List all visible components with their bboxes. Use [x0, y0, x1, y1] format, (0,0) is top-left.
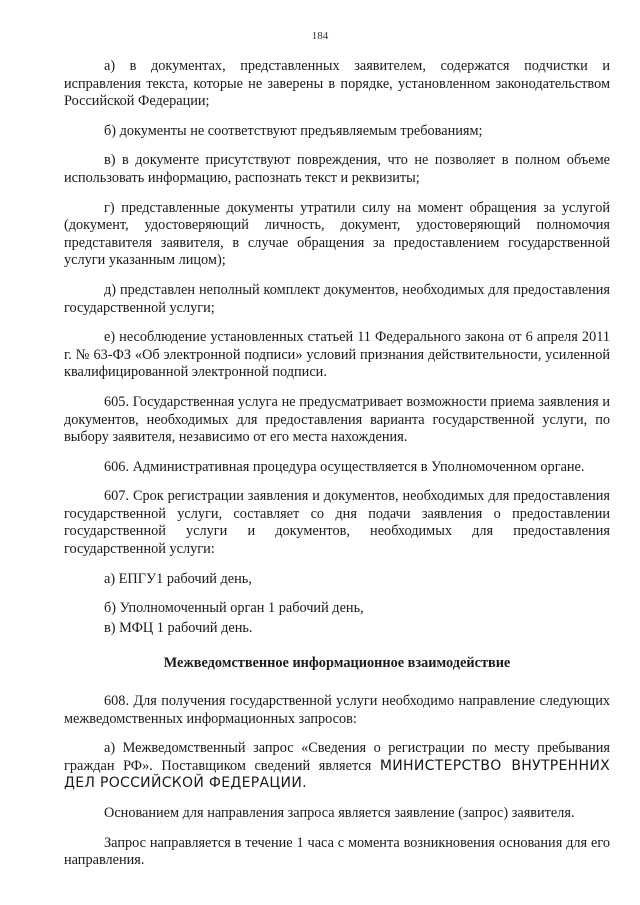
clause-b-requirements: б) документы не соответствуют предъявляемым требованиям;	[104, 122, 483, 139]
term-authorized-body: б) Уполномоченный орган 1 рабочий день,	[104, 600, 364, 617]
clause-g-expired: г) представленные документы утратили силу на момент обращения за услугой (документ, удостоверяющий личность, документ, удостоверяющий полномочия представителя заявителя, в случае обращения за предоставлением государственной услуги указанным лицом);	[64, 199, 610, 269]
data-provider-name: МИНИСТЕРСТВО ВНУТРЕННИХ ДЕЛ РОССИЙСКОЙ ФЕДЕРАЦИИ.	[64, 757, 610, 792]
clause-d-incomplete: д) представлен неполный комплект документов, необходимых для предоставления государственной услуги;	[64, 281, 610, 316]
clause-v-damage: в) в документе присутствуют повреждения, что не позволяет в полном объеме использовать информацию, распознать текст и реквизиты;	[64, 152, 610, 186]
section-heading: Межведомственное информационное взаимодействие	[163, 655, 511, 672]
request-a	[64, 740, 610, 793]
paragraph-605: 605. Государственная услуга не предусматривает возможности приема заявления и документов, необходимых для предоставления варианта государственной услуги, по выбору заявителя, независимо от его места нахождения.	[64, 393, 610, 446]
request-a-text: а) Межведомственный запрос «Сведения о регистрации по месту пребывания граждан РФ». Поставщиком сведений является	[64, 740, 610, 774]
document-body	[64, 58, 610, 882]
request-basis: Основанием для направления запроса является заявление (запрос) заявителя.	[104, 805, 575, 821]
paragraph-606: 606. Административная процедура осуществляется в Уполномоченном органе.	[104, 458, 585, 475]
page-number: 184	[311, 30, 329, 42]
clause-e-signature: е) несоблюдение установленных статьей 11 Федерального закона от 6 апреля 2011 г. № 63-ФЗ «Об электронной подписи» условий признания действительности, усиленной квалифицированной электронной подписи.	[64, 329, 610, 381]
request-timing: Запрос направляется в течение 1 часа с момента возникновения основания для его направления.	[64, 834, 610, 869]
paragraph-608: 608. Для получения государственной услуги необходимо направление следующих межведомственных информационных запросов:	[64, 693, 610, 727]
term-mfc: в) МФЦ 1 рабочий день.	[104, 619, 253, 636]
clause-a-corrections: а) в документах, представленных заявителем, содержатся подчистки и исправления текста, которые не заверены в порядке, установленном законодательством Российской Федерации;	[64, 58, 610, 110]
paragraph-607: 607. Срок регистрации заявления и документов, необходимых для предоставления государственной услуги, составляет со дня подачи заявления о предоставлении государственной услуги и документов, необходимых для предоставления государственной услуги:	[64, 488, 610, 558]
term-epgu: а) ЕПГУ1 рабочий день,	[104, 570, 252, 587]
